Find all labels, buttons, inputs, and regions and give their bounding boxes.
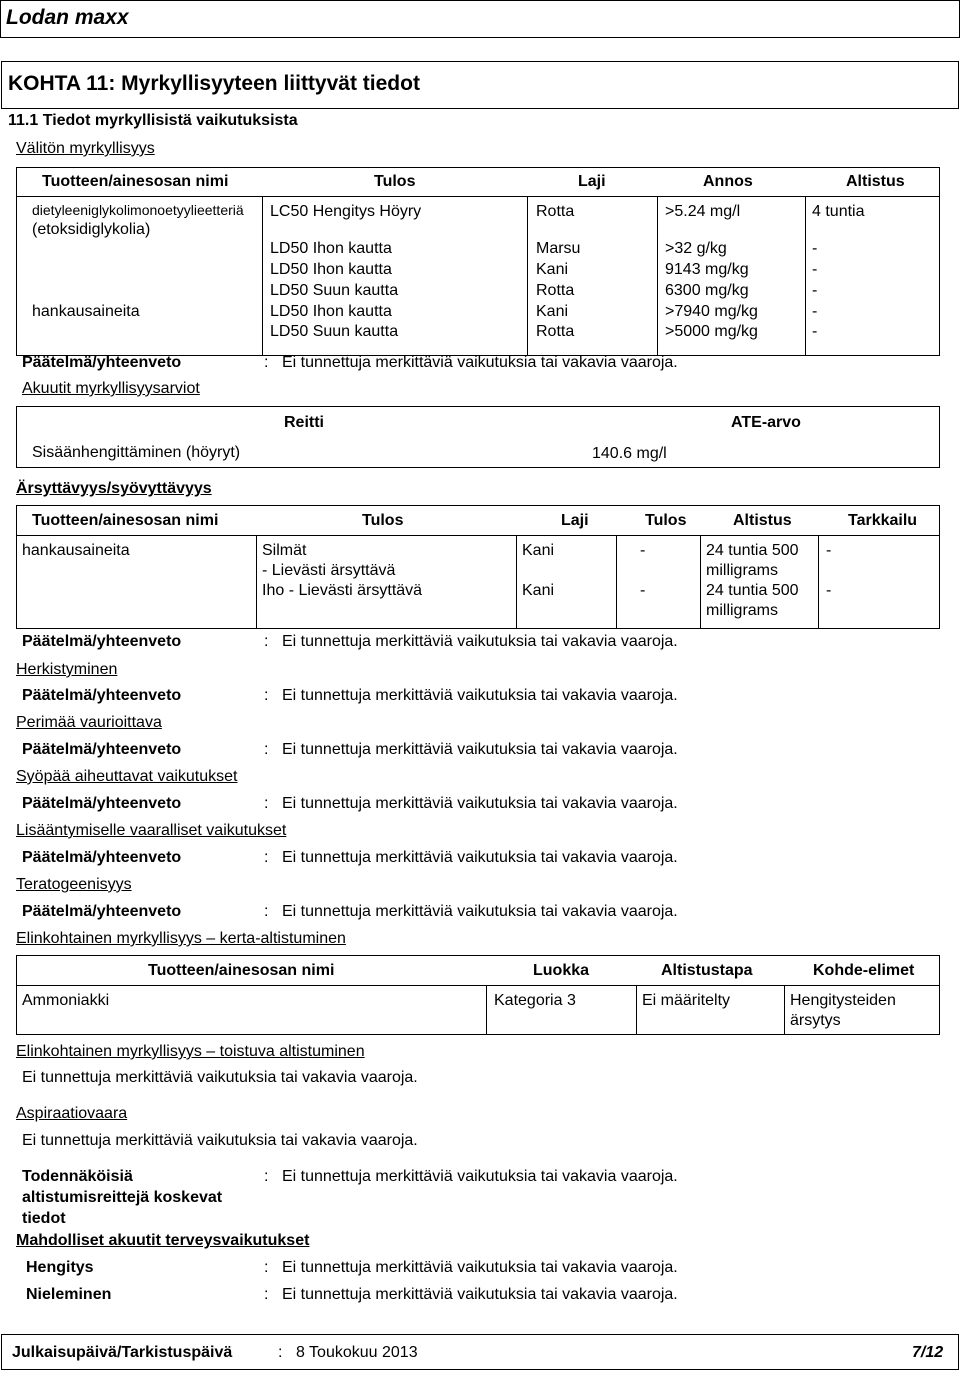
acute-cell-dose: 6300 mg/kg [665,282,749,299]
stot-route: Ei määritelty [642,992,731,1009]
stot-col-category: Luokka [533,962,590,979]
teratogenicity-heading: Teratogeenisyys [16,876,132,893]
ate-value: 140.6 mg/l [592,445,667,462]
acute-cell-exposure: - [812,303,818,320]
irr-result: Iho - Lievästi ärsyttävä [262,582,423,599]
conclusion-text: Ei tunnettuja merkittäviä vaikutuksia tai vakavia vaaroja. [282,741,678,758]
mutagenicity-heading: Perimää vaurioittava [16,714,162,731]
irr-col-species: Laji [561,512,589,529]
ingestion-text: Ei tunnettuja merkittäviä vaikutuksia tai vakavia vaaroja. [282,1286,678,1303]
acute-cell-species: Rotta [536,282,575,299]
irr-exposure: milligrams [706,562,778,579]
acute-substance-sub: (etoksidiglykolia) [32,221,151,238]
footer-label: Julkaisupäivä/Tarkistuspäivä [12,1344,233,1361]
stot-header-line [16,985,940,986]
footer-date: 8 Toukokuu 2013 [296,1344,418,1361]
conclusion-colon: : [264,633,269,650]
acute-cell-exposure: - [812,240,818,257]
page-number: 7/12 [912,1344,944,1361]
subsection-title: 11.1 Tiedot myrkyllisistä vaikutuksista [8,112,298,129]
acute-cell-dose: >5.24 mg/l [665,203,741,220]
acute-cell-species: Rotta [536,323,575,340]
acute-cell-result: LD50 Suun kautta [270,282,399,299]
acute-cell-species: Rotta [536,203,575,220]
inhalation-text: Ei tunnettuja merkittäviä vaikutuksia tai vakavia vaaroja. [282,1259,678,1276]
conclusion-colon: : [264,354,269,371]
header-bar [0,0,960,38]
acute-cell-dose: >32 g/kg [665,240,727,257]
irr-exposure: 24 tuntia 500 [706,582,799,599]
conclusion-text: Ei tunnettuja merkittäviä vaikutuksia tai vakavia vaaroja. [282,795,678,812]
irr-col-score: Tulos [645,512,687,529]
conclusion-colon: : [264,687,269,704]
acute-cell-dose: 9143 mg/kg [665,261,749,278]
irr-observation: - [826,542,832,559]
ate-col-route: Reitti [284,414,324,431]
irr-exposure: milligrams [706,602,778,619]
routes-text: Ei tunnettuja merkittäviä vaikutuksia tai vakavia vaaroja. [282,1168,678,1185]
acute-cell-exposure: 4 tuntia [812,203,865,220]
conclusion-colon: : [264,849,269,866]
ate-route: Sisäänhengittäminen (höyryt) [32,444,241,461]
stot-repeated-text: Ei tunnettuja merkittäviä vaikutuksia tai vakavia vaaroja. [22,1069,418,1086]
acute-cell-result: LD50 Ihon kautta [270,240,392,257]
acute-divider [262,196,263,356]
conclusion-text: Ei tunnettuja merkittäviä vaikutuksia tai vakavia vaaroja. [282,687,678,704]
acute-cell-exposure: - [812,261,818,278]
ate-heading: Akuutit myrkyllisyysarviot [22,380,200,397]
section-title: KOHTA 11: Myrkyllisyyteen liittyvät tiedot [8,72,420,95]
ate-col-value: ATE-arvo [731,414,801,431]
conclusion-text: Ei tunnettuja merkittäviä vaikutuksia tai vakavia vaaroja. [282,903,678,920]
acute-heading: Välitön myrkyllisyys [16,140,155,157]
inhalation-label: Hengitys [26,1259,94,1276]
acute-cell-result: LD50 Ihon kautta [270,303,392,320]
conclusion-label: Päätelmä/yhteenveto [22,741,182,758]
conclusion-label: Päätelmä/yhteenveto [22,354,182,371]
routes-label: altistumisreittejä koskevat [22,1189,223,1206]
inhalation-colon: : [264,1259,269,1276]
conclusion-colon: : [264,795,269,812]
acute-col-species: Laji [578,173,606,190]
acute-cell-species: Kani [536,261,569,278]
irr-species: Kani [522,542,555,559]
acute-col-result: Tulos [374,173,416,190]
conclusion-colon: : [264,741,269,758]
acute-substance: hankausaineita [32,303,140,320]
stot-repeated-heading: Elinkohtainen myrkyllisyys – toistuva altistuminen [16,1043,365,1060]
acute-cell-species: Kani [536,303,569,320]
footer-colon: : [278,1344,283,1361]
acute-col-dose: Annos [703,173,753,190]
irr-exposure: 24 tuntia 500 [706,542,799,559]
acute-col-exposure: Altistus [846,173,905,190]
routes-label: tiedot [22,1210,66,1227]
acute-divider [527,196,528,356]
acute-col-name: Tuotteen/ainesosan nimi [42,173,229,190]
acute-cell-result: LD50 Ihon kautta [270,261,392,278]
conclusion-text: Ei tunnettuja merkittäviä vaikutuksia tai vakavia vaaroja. [282,849,678,866]
acute-cell-dose: >7940 mg/kg [665,303,758,320]
conclusion-label: Päätelmä/yhteenveto [22,687,182,704]
irr-col-observation: Tarkkailu [848,512,918,529]
irritation-divider [700,535,701,629]
conclusion-label: Päätelmä/yhteenveto [22,633,182,650]
brand-title: Lodan maxx [6,6,129,29]
ingestion-label: Nieleminen [26,1286,112,1303]
stot-col-name: Tuotteen/ainesosan nimi [148,962,335,979]
stot-organs: ärsytys [790,1012,841,1029]
conclusion-label: Päätelmä/yhteenveto [22,903,182,920]
acute-cell-dose: >5000 mg/kg [665,323,758,340]
irr-result: - Lievästi ärsyttävä [262,562,396,579]
irr-col-exposure: Altistus [733,512,792,529]
irr-species: Kani [522,582,555,599]
irr-score: - [640,542,646,559]
acute-header-line [16,196,940,197]
stot-col-organs: Kohde-elimet [813,962,915,979]
irr-substance: hankausaineita [22,542,130,559]
irritation-divider [616,535,617,629]
stot-col-route: Altistustapa [661,962,753,979]
irr-observation: - [826,582,832,599]
acute-cell-species: Marsu [536,240,581,257]
acute-substance: dietyleeniglykolimonoetyylieetteriä [32,202,244,218]
acute-cell-result: LC50 Hengitys Höyry [270,203,422,220]
stot-divider [486,985,487,1035]
acute-cell-exposure: - [812,282,818,299]
stot-substance: Ammoniakki [22,992,110,1009]
acute-effects-heading: Mahdolliset akuutit terveysvaikutukset [16,1232,310,1249]
irritation-divider [818,535,819,629]
reproductive-heading: Lisääntymiselle vaaralliset vaikutukset [16,822,287,839]
irr-col-name: Tuotteen/ainesosan nimi [32,512,219,529]
sensitization-heading: Herkistyminen [16,661,118,678]
stot-category: Kategoria 3 [494,992,576,1009]
aspiration-heading: Aspiraatiovaara [16,1105,128,1122]
conclusion-text: Ei tunnettuja merkittäviä vaikutuksia tai vakavia vaaroja. [282,633,678,650]
irritation-header-line [16,535,940,536]
carcinogenicity-heading: Syöpää aiheuttavat vaikutukset [16,768,238,785]
stot-single-heading: Elinkohtainen myrkyllisyys – kerta-altistuminen [16,930,346,947]
acute-divider [805,196,806,356]
stot-organs: Hengitysteiden [790,992,896,1009]
irritation-heading: Ärsyttävyys/syövyttävyys [16,480,212,497]
acute-cell-result: LD50 Suun kautta [270,323,399,340]
irr-col-result: Tulos [362,512,404,529]
routes-label: Todennäköisiä [22,1168,133,1185]
conclusion-label: Päätelmä/yhteenveto [22,849,182,866]
conclusion-text: Ei tunnettuja merkittäviä vaikutuksia tai vakavia vaaroja. [282,354,678,371]
acute-divider [657,196,658,356]
ingestion-colon: : [264,1286,269,1303]
conclusion-colon: : [264,903,269,920]
irr-result: Silmät [262,542,307,559]
irritation-divider [256,535,257,629]
stot-divider [784,985,785,1035]
routes-colon: : [264,1168,269,1185]
aspiration-text: Ei tunnettuja merkittäviä vaikutuksia tai vakavia vaaroja. [22,1132,418,1149]
irr-score: - [640,582,646,599]
irritation-divider [516,535,517,629]
stot-divider [636,985,637,1035]
conclusion-label: Päätelmä/yhteenveto [22,795,182,812]
acute-cell-exposure: - [812,323,818,340]
